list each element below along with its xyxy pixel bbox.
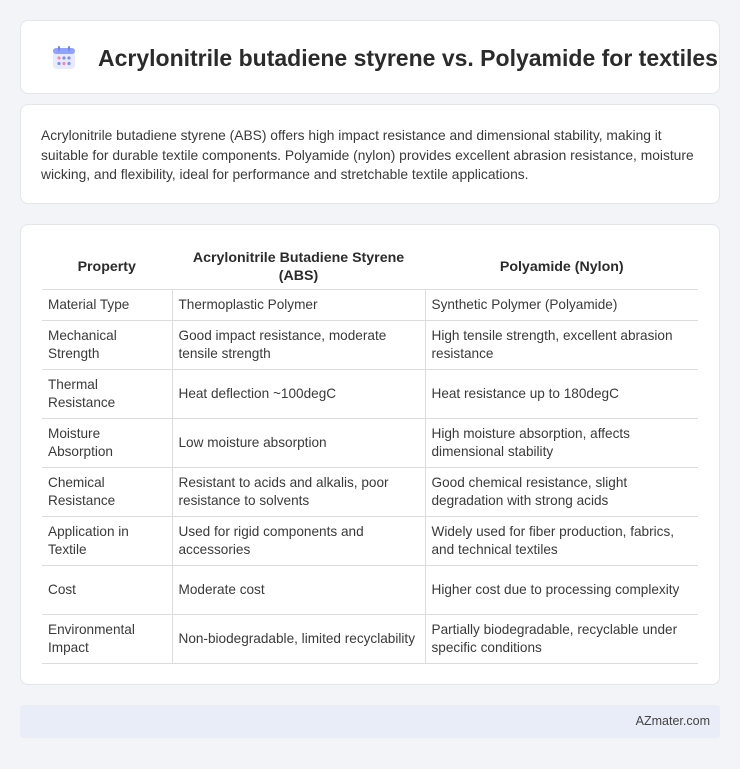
polyamide-cell: Partially biodegradable, recyclable under specific conditions bbox=[425, 614, 698, 663]
abs-cell: Good impact resistance, moderate tensile strength bbox=[172, 320, 425, 369]
table-row bbox=[42, 565, 698, 614]
table-row bbox=[42, 516, 698, 565]
footer-bar bbox=[20, 705, 720, 738]
table-header-row bbox=[42, 245, 698, 289]
table-row bbox=[42, 418, 698, 467]
table-row bbox=[42, 320, 698, 369]
polyamide-cell: Heat resistance up to 180degC bbox=[425, 369, 698, 418]
abs-cell: Resistant to acids and alkalis, poor resistance to solvents bbox=[172, 467, 425, 516]
property-cell: Cost bbox=[42, 565, 172, 614]
polyamide-cell: High moisture absorption, affects dimensional stability bbox=[425, 418, 698, 467]
abs-cell: Non-biodegradable, limited recyclability bbox=[172, 614, 425, 663]
polyamide-cell: Higher cost due to processing complexity bbox=[425, 565, 698, 614]
page-title: Acrylonitrile butadiene styrene vs. Polyamide for textiles bbox=[98, 45, 718, 71]
abs-cell: Low moisture absorption bbox=[172, 418, 425, 467]
intro-paragraph: Acrylonitrile butadiene styrene (ABS) offers high impact resistance and dimensional stability, making it suitable for durable textile components. Polyamide (nylon) provides excellent abrasion resistance, moisture wicking, and flexibility, ideal for performance and stretchable textile applications. bbox=[41, 128, 694, 182]
comparison-table bbox=[42, 245, 698, 664]
property-cell: Thermal Resistance bbox=[42, 369, 172, 418]
abs-cell: Heat deflection ~100degC bbox=[172, 369, 425, 418]
footer-brand[interactable]: AZmater.com bbox=[635, 714, 710, 728]
polyamide-cell: Synthetic Polymer (Polyamide) bbox=[425, 289, 698, 320]
table-row bbox=[42, 289, 698, 320]
property-cell: Chemical Resistance bbox=[42, 467, 172, 516]
intro-card bbox=[20, 104, 720, 204]
table-card bbox=[20, 224, 720, 685]
polyamide-cell: Good chemical resistance, slight degradation with strong acids bbox=[425, 467, 698, 516]
abs-cell: Moderate cost bbox=[172, 565, 425, 614]
polyamide-cell: High tensile strength, excellent abrasion resistance bbox=[425, 320, 698, 369]
abs-cell: Thermoplastic Polymer bbox=[172, 289, 425, 320]
header-abs: Acrylonitrile Butadiene Styrene (ABS) bbox=[172, 245, 425, 289]
property-cell: Environmental Impact bbox=[42, 614, 172, 663]
polyamide-cell: Widely used for fiber production, fabrics, and technical textiles bbox=[425, 516, 698, 565]
header-polyamide: Polyamide (Nylon) bbox=[425, 245, 698, 289]
calendar-icon bbox=[51, 45, 77, 71]
table-row bbox=[42, 614, 698, 663]
table-row bbox=[42, 369, 698, 418]
property-cell: Application in Textile bbox=[42, 516, 172, 565]
title-card bbox=[20, 20, 720, 94]
abs-cell: Used for rigid components and accessories bbox=[172, 516, 425, 565]
property-cell: Mechanical Strength bbox=[42, 320, 172, 369]
property-cell: Material Type bbox=[42, 289, 172, 320]
table-row bbox=[42, 467, 698, 516]
header-property: Property bbox=[42, 245, 172, 289]
property-cell: Moisture Absorption bbox=[42, 418, 172, 467]
